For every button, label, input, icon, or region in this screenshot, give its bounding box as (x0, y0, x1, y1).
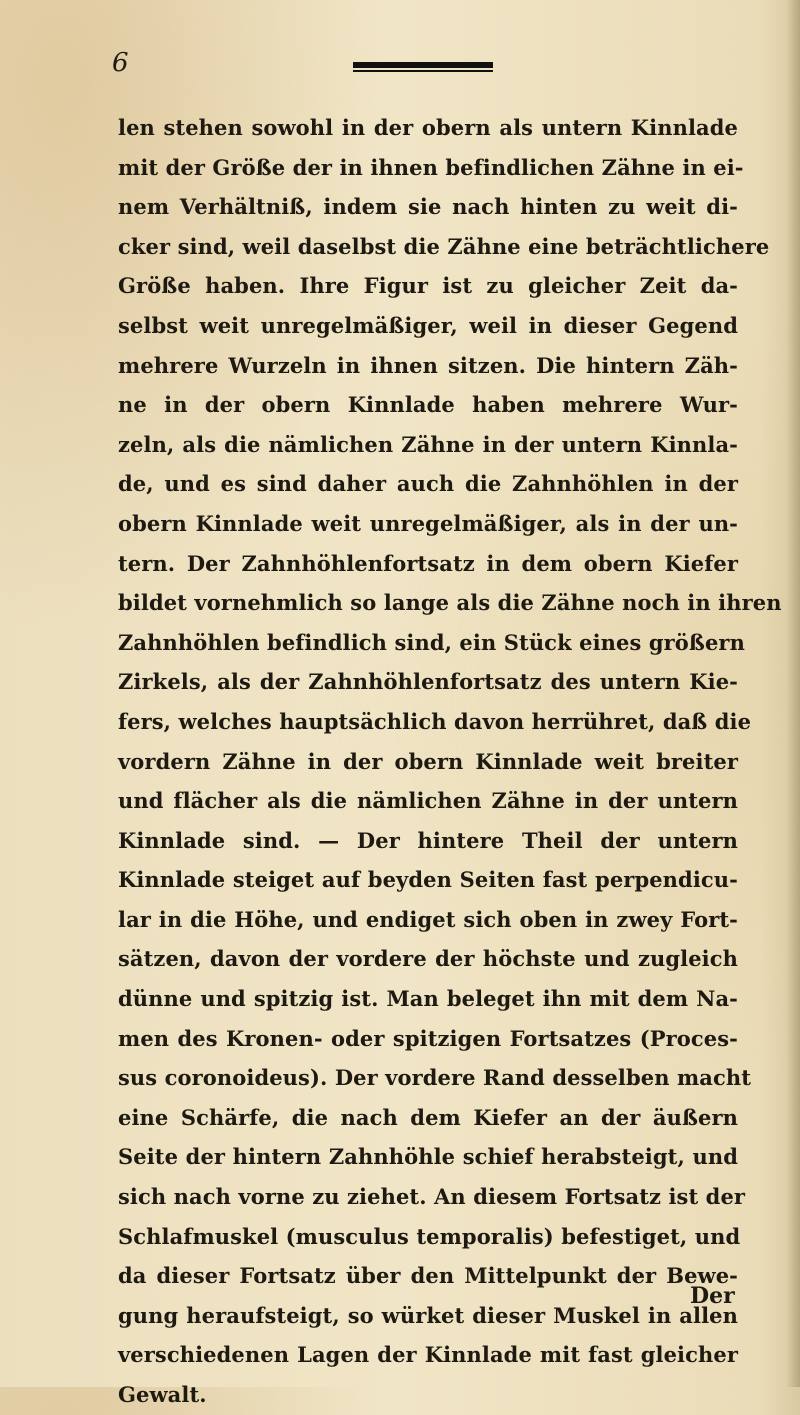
text-line: tern. Der Zahnhöhlenfortsatz in dem obern Kiefer (118, 550, 738, 576)
text-line: Zirkels, als der Zahnhöhlenfortsatz des untern Kie- (118, 669, 738, 695)
text-line: Schlafmuskel (musculus temporalis) befestiget, und (118, 1223, 741, 1249)
text-line: ne in der obern Kinnlade haben mehrere Wur- (118, 392, 738, 418)
text-line: de, und es sind daher auch die Zahnhöhlen in der (118, 471, 738, 497)
text-line: da dieser Fortsatz über den Mittelpunkt der Bewe- (118, 1263, 738, 1289)
text-line: verschiedenen Lagen der Kinnlade mit fast gleicher (118, 1342, 738, 1368)
text-line: fers, welches hauptsächlich davon herrühret, daß die (118, 708, 752, 734)
body-text (118, 108, 782, 1415)
text-line: zeln, als die nämlichen Zähne in der untern Kinnla- (118, 431, 738, 457)
text-line: Zahnhöhlen befindlich sind, ein Stück eines größern (118, 629, 745, 655)
text-line: sätzen, davon der vordere der höchste und zugleich (118, 946, 738, 972)
header-rule-thick (353, 62, 493, 68)
text-line: len stehen sowohl in der obern als untern Kinnlade (118, 115, 738, 140)
text-line: sich nach vorne zu ziehet. An diesem Fortsatz ist der (118, 1184, 746, 1210)
text-line: nem Verhältniß, indem sie nach hinten zu weit di- (118, 194, 738, 220)
text-line: dünne und spitzig ist. Man beleget ihn mit dem Na- (118, 986, 738, 1012)
catchword: Der (690, 1283, 735, 1309)
text-line: obern Kinnlade weit unregelmäßiger, als in der un- (118, 510, 738, 536)
text-line: vordern Zähne in der obern Kinnlade weit breiter (118, 748, 738, 774)
page-number: 6 (112, 48, 129, 78)
text-line: Kinnlade steiget auf beyden Seiten fast perpendicu- (118, 867, 738, 893)
text-line: cker sind, weil daselbst die Zähne eine beträchtlichere (118, 233, 770, 259)
text-line: eine Schärfe, die nach dem Kiefer an der äußern (118, 1104, 738, 1130)
text-line: mit der Größe der in ihnen befindlichen Zähne in ei- (118, 154, 744, 180)
text-line: Gewalt. (118, 1382, 207, 1407)
text-line: gung heraufsteigt, so würket dieser Muskel in allen (118, 1302, 738, 1328)
page-edge-shadow (786, 0, 800, 1387)
text-line: Seite der hintern Zahnhöhle schief herabsteigt, und (118, 1144, 738, 1170)
text-line: Kinnlade sind. — Der hintere Theil der untern (118, 827, 738, 853)
text-line: sus coronoideus). Der vordere Rand desselben macht (118, 1065, 752, 1091)
text-line: selbst weit unregelmäßiger, weil in dieser Gegend (118, 312, 738, 338)
text-line: und flächer als die nämlichen Zähne in der untern (118, 788, 738, 814)
header-rule-thin (353, 70, 493, 72)
text-line: lar in die Höhe, und endiget sich oben in zwey Fort- (118, 906, 738, 932)
text-line: Größe haben. Ihre Figur ist zu gleicher Zeit da- (118, 273, 738, 299)
text-line: men des Kronen- oder spitzigen Fortsatzes (Proces- (118, 1025, 738, 1051)
text-line: bildet vornehmlich so lange als die Zähne noch in ihren (118, 590, 782, 616)
header-rule (353, 62, 493, 72)
text-line: mehrere Wurzeln in ihnen sitzen. Die hintern Zäh- (118, 352, 738, 378)
